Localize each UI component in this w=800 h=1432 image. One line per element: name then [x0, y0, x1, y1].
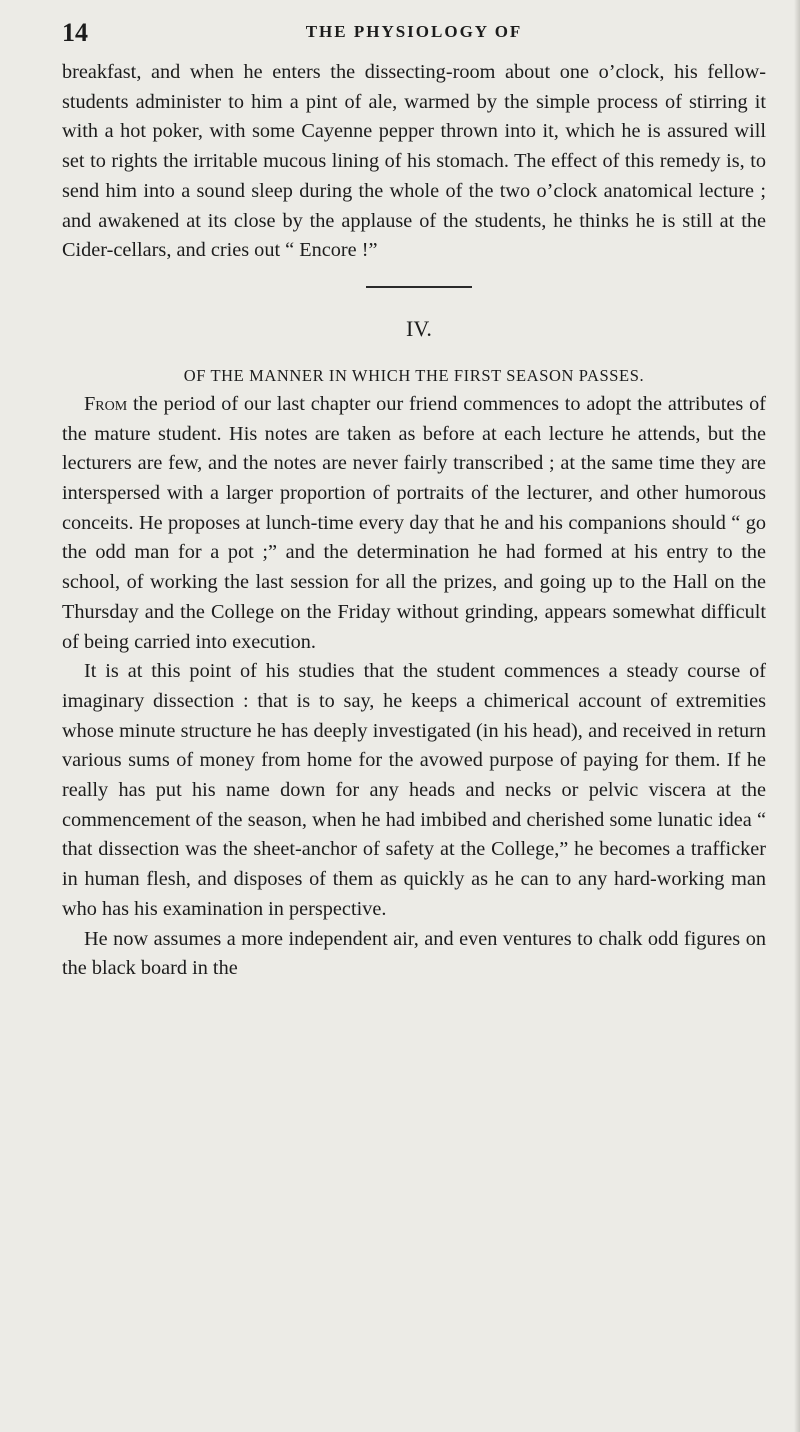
- running-head: [62, 18, 766, 58]
- paragraph-1: breakfast, and when he enters the dissecting-room about one o’clock, his fellow-students administer to him a pint of ale, warmed by the simple process of stirring it with a hot poker, with some Cayenne pepper thrown into it, which he is assured will set to rights the irritable mucous lining of his stomach. The effect of this remedy is, to send him into a sound sleep during the whole of the two o’clock anatomical lecture ; and awakened at its close by the applause of the students, he thinks he is still at the Cider-cellars, and cries out “ Encore !”: [62, 61, 766, 262]
- paragraph-3: It is at this point of his studies that the student commences a steady course of imaginary dissection : that is to say, he keeps a chimerical account of extremities whose minute structure he has deeply investigated (in his head), and received in return various sums of money from home for the avowed purpose of paying for them. If he really has put his name down for any heads and necks or pelvic viscera at the commencement of the season, when he had imbibed and cherished some lunatic idea “ that dissection was the sheet-anchor of safety at the College,” he becomes a trafficker in human flesh, and disposes of them as quickly as he can to any hard-working man who has his examination in perspective.: [62, 660, 766, 920]
- paragraph-2-opening-word: From: [84, 392, 128, 415]
- paragraph-4: He now assumes a more independent air, and even ventures to chalk odd figures on the black board in the: [62, 927, 766, 980]
- section-rule: [366, 286, 472, 288]
- paragraph-2: [62, 390, 766, 657]
- page-number: 14: [62, 18, 88, 47]
- paragraph-2-text: the period of our last chapter our friend commences to adopt the attributes of the mature student. His notes are taken as before at each lecture he attends, but the lecturers are few, and the notes are never fairly transcribed ; at the same time they are interspersed with a larger proportion of portraits of the lecturer, and other humorous conceits. He proposes at lunch-time every day that he and his companions should “ go the odd man for a pot ;” and the determination he had formed at his entry to the school, of working the last session for all the prizes, and going up to the Hall on the Thursday and the College on the Friday without grinding, appears somewhat difficult of being carried into execution.: [62, 392, 766, 653]
- running-head-title: THE PHYSIOLOGY OF: [305, 22, 523, 41]
- page-edge-shadow: [794, 0, 800, 1432]
- chapter-number: IV.: [406, 315, 432, 341]
- chapter-title: OF THE MANNER IN WHICH THE FIRST SEASON PASSES.: [183, 365, 645, 385]
